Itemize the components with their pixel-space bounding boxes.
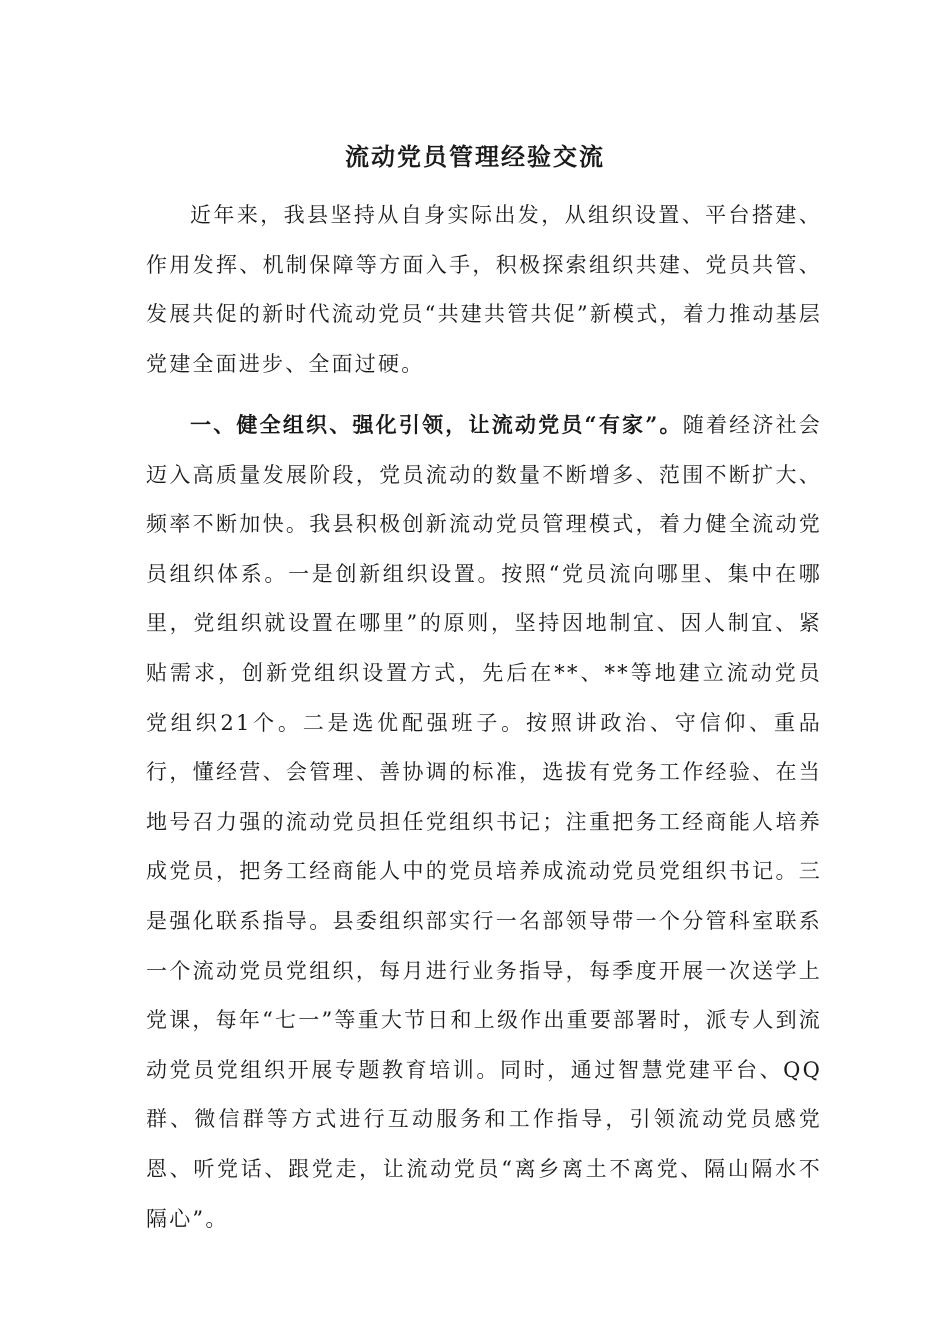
document-title: 流动党员管理经验交流 — [345, 142, 605, 171]
section-1-paragraph — [146, 400, 822, 1244]
section-1-heading: 一、健全组织、强化引领，让流动党员“有家”。 — [190, 412, 683, 437]
section-1-body: 随着经济社会迈入高质量发展阶段，党员流动的数量不断增多、范围不断扩大、频率不断加快。我县积极创新流动党员管理模式，着力健全流动党员组织体系。一是创新组织设置。按照“党员流向哪里、集中在哪里，党组织就设置在哪里”的原则，坚持因地制宜、因人制宜、紧贴需求，创新党组织设置方式，先后在**、**等地建立流动党员党组织21个。二是选优配强班子。按照讲政治、守信仰、重品行，懂经营、会管理、善协调的标准，选拔有党务工作经验、在当地号召力强的流动党员担任党组织书记；注重把务工经商能人培养成党员，把务工经商能人中的党员培养成流动党员党组织书记。三是强化联系指导。县委组织部实行一名部领导带一个分管科室联系一个流动党员党组织，每月进行业务指导，每季度开展一次送学上党课，每年“七一”等重大节日和上级作出重要部署时，派专人到流动党员党组织开展专题教育培训。同时，通过智慧党建平台、QQ群、微信群等方式进行互动服务和工作指导，引领流动党员感党恩、听党话、跟党走，让流动党员“离乡离土不离党、隔山隔水不隔心”。 — [146, 413, 822, 1231]
intro-paragraph: 近年来，我县坚持从自身实际出发，从组织设置、平台搭建、作用发挥、机制保障等方面入手，积极探索组织共建、党员共管、发展共促的新时代流动党员“共建共管共促”新模式，着力推动基层党建全面进步、全面过硬。 — [146, 203, 822, 376]
